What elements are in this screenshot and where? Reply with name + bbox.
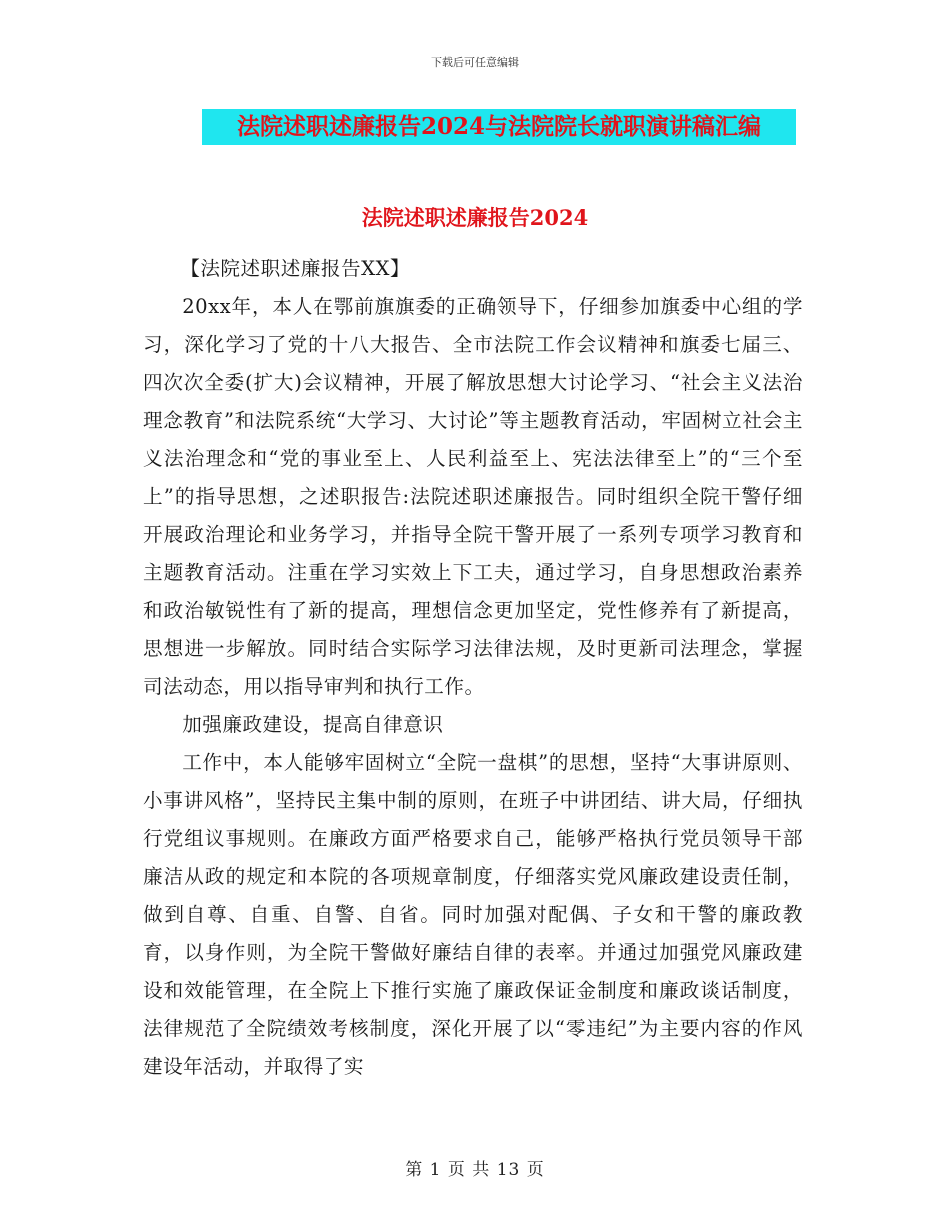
paragraph: 20xx年，本人在鄂前旗旗委的正确领导下，仔细参加旗委中心组的学习，深化学习了党的十八大报告、全市法院工作会议精神和旗委七届三、四次次全委(扩大)会议精神，开展了解放思想大讨论学习、“社会主义法治理念教育”和法院系统“大学习、大讨论”等主题教育活动，牢固树立社会主义法治理念和“党的事业至上、人民利益至上、宪法法律至上”的“三个至上”的指导思想，之述职报告:法院述职述廉报告。同时组织全院干警仔细开展政治理论和业务学习，并指导全院干警开展了一系列专项学习教育和主题教育活动。注重在学习实效上下工夫，通过学习，自身思想政治素养和政治敏锐性有了新的提高，理想信念更加坚定，党性修养有了新提高，思想进一步解放。同时结合实际学习法律法规，及时更新司法理念，掌握司法动态，用以指导审判和执行工作。 [143, 295, 803, 698]
paragraph-label: 【法院述职述廉报告XX】 [180, 257, 411, 280]
page-footer: 第 1 页 共 13 页 [405, 1160, 545, 1180]
page-header-note: 下载后可任意编辑 [431, 56, 519, 69]
paragraph: 工作中，本人能够牢固树立“全院一盘棋”的思想，坚持“大事讲原则、小事讲风格”，坚持民主集中制的原则，在班子中讲团结、讲大局，仔细执行党组议事规则。在廉政方面严格要求自己，能够严格执行党员领导干部廉洁从政的规定和本院的各项规章制度，仔细落实党风廉政建设责任制，做到自尊、自重、自警、自省。同时加强对配偶、子女和干警的廉政教育，以身作则，为全院干警做好廉结自律的表率。并通过加强党风廉政建设和效能管理，在全院上下推行实施了廉政保证金制度和廉政谈话制度，法律规范了全院绩效考核制度，深化开展了以“零违纪”为主要内容的作风建设年活动，并取得了实 [143, 751, 803, 1078]
section-title: 法院述职述廉报告2024 [361, 205, 589, 230]
document-body [143, 250, 803, 1086]
document-title: 法院述职述廉报告2024与法院院长就职演讲稿汇编 [236, 113, 761, 140]
paragraph-heading: 加强廉政建设，提高自律意识 [182, 713, 444, 736]
